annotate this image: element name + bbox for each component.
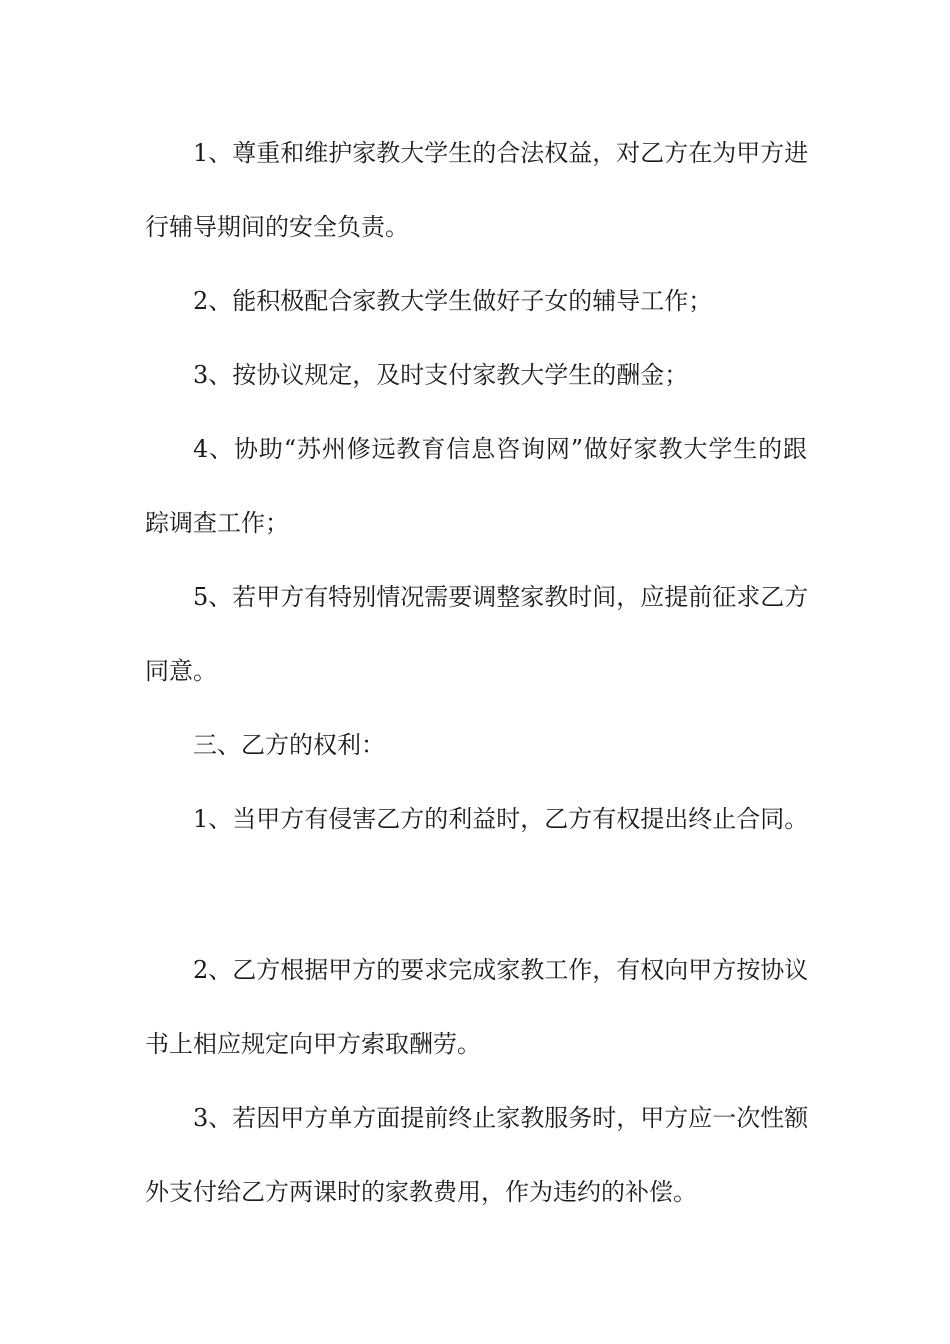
paragraph-line: 3、若因甲方单方面提前终止家教服务时，甲方应一次性额: [193, 1104, 809, 1132]
paragraph-line: 3、按协议规定，及时支付家教大学生的酬金；: [193, 361, 689, 389]
paragraph-line: 行辅导期间的安全负责。: [145, 213, 409, 241]
paragraph-line: 书上相应规定向甲方索取酬劳。: [145, 1030, 481, 1058]
paragraph-line: 外支付给乙方两课时的家教费用，作为违约的补偿。: [145, 1178, 697, 1206]
paragraph-line: 4、协助“苏州修远教育信息咨询网”做好家教大学生的跟: [193, 435, 807, 463]
paragraph-line: 5、若甲方有特别情况需要调整家教时间，应提前征求乙方: [193, 583, 809, 611]
paragraph-line: 1、尊重和维护家教大学生的合法权益，对乙方在为甲方进: [193, 139, 809, 167]
paragraph-line: 2、乙方根据甲方的要求完成家教工作，有权向甲方按协议: [193, 956, 809, 984]
paragraph-line: 同意。: [145, 657, 217, 685]
paragraph-line: 2、能积极配合家教大学生做好子女的辅导工作；: [193, 287, 713, 315]
section-heading: 三、乙方的权利：: [193, 731, 385, 759]
paragraph-line: 1、当甲方有侵害乙方的利益时，乙方有权提出终止合同。: [193, 805, 809, 833]
paragraph-line: 踪调查工作；: [145, 509, 289, 537]
